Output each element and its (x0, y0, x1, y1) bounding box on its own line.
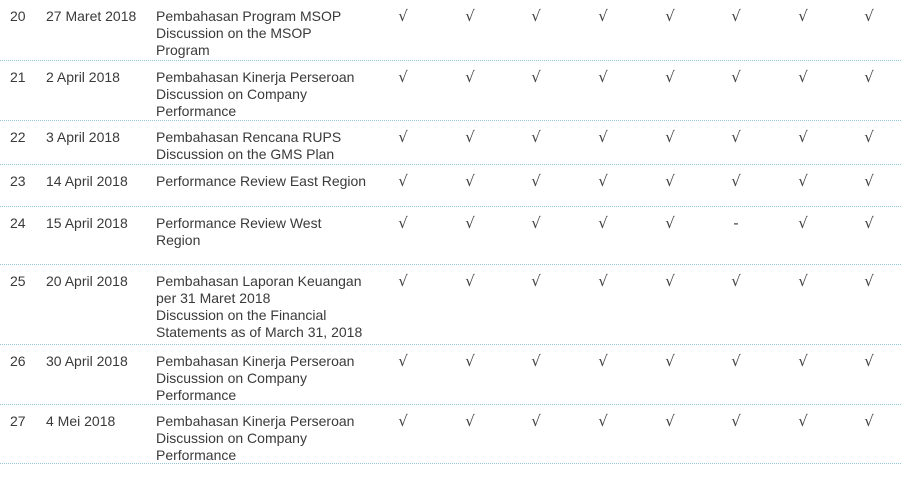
agenda-line: per 31 Maret 2018 (156, 290, 271, 306)
attendance-mark: √ (398, 272, 408, 290)
meeting-date: 2 April 2018 (46, 69, 120, 85)
meeting-agenda (156, 353, 386, 404)
attendance-mark: √ (465, 7, 475, 25)
agenda-line: Pembahasan Program MSOP (156, 8, 342, 24)
attendance-mark: √ (864, 272, 874, 290)
agenda-line: Pembahasan Laporan Keuangan (156, 273, 362, 289)
attendance-mark: √ (398, 68, 408, 86)
row-number: 22 (10, 129, 26, 145)
attendance-mark: √ (798, 352, 808, 370)
attendance-mark: √ (465, 128, 475, 146)
attendance-mark: √ (798, 128, 808, 146)
table-row (0, 265, 901, 345)
attendance-mark: √ (598, 272, 608, 290)
attendance-mark: √ (665, 68, 675, 86)
attendance-mark: √ (531, 7, 541, 25)
attendance-mark: √ (798, 7, 808, 25)
attendance-mark: √ (731, 68, 741, 86)
meeting-agenda (156, 8, 386, 59)
attendance-mark: √ (665, 172, 675, 190)
agenda-line: Pembahasan Kinerja Perseroan (156, 353, 355, 369)
meeting-date: 30 April 2018 (46, 353, 128, 369)
attendance-mark: √ (864, 214, 874, 232)
meeting-agenda (156, 413, 386, 464)
meeting-date: 14 April 2018 (46, 173, 128, 189)
attendance-mark: √ (665, 412, 675, 430)
row-number: 25 (10, 273, 26, 289)
agenda-line: Discussion on the MSOP (156, 25, 312, 41)
agenda-line: Pembahasan Rencana RUPS (156, 129, 342, 145)
attendance-mark: √ (864, 352, 874, 370)
agenda-line: Pembahasan Kinerja Perseroan (156, 413, 355, 429)
attendance-mark: √ (798, 214, 808, 232)
attendance-mark: √ (864, 128, 874, 146)
attendance-mark: √ (798, 272, 808, 290)
attendance-mark: √ (665, 352, 675, 370)
agenda-line: Program (156, 42, 210, 58)
attendance-mark: √ (864, 172, 874, 190)
row-number: 24 (10, 215, 26, 231)
table-row (0, 405, 901, 464)
attendance-mark: √ (731, 352, 741, 370)
attendance-mark: - (733, 214, 739, 232)
attendance-mark: √ (465, 352, 475, 370)
meeting-date: 27 Maret 2018 (46, 8, 137, 24)
attendance-mark: √ (398, 172, 408, 190)
row-number: 26 (10, 353, 26, 369)
attendance-mark: √ (531, 412, 541, 430)
attendance-mark: √ (531, 128, 541, 146)
attendance-mark: √ (398, 352, 408, 370)
agenda-line: Pembahasan Kinerja Perseroan (156, 69, 355, 85)
attendance-mark: √ (864, 68, 874, 86)
table-row (0, 61, 901, 121)
table-row (0, 0, 901, 61)
agenda-line: Performance Review East Region (156, 173, 367, 189)
attendance-mark: √ (465, 272, 475, 290)
agenda-line: Discussion on Company (156, 430, 307, 446)
attendance-mark: √ (598, 412, 608, 430)
agenda-line: Region (156, 232, 201, 248)
agenda-line: Statements as of March 31, 2018 (156, 324, 363, 340)
agenda-line: Discussion on the GMS Plan (156, 146, 335, 162)
meeting-date: 15 April 2018 (46, 215, 128, 231)
attendance-mark: √ (531, 172, 541, 190)
meeting-agenda (156, 273, 386, 341)
meeting-date: 4 Mei 2018 (46, 413, 116, 429)
attendance-mark: √ (531, 68, 541, 86)
agenda-line: Performance (156, 447, 237, 463)
attendance-mark: √ (598, 172, 608, 190)
attendance-mark: √ (598, 128, 608, 146)
attendance-mark: √ (398, 412, 408, 430)
attendance-mark: √ (731, 412, 741, 430)
attendance-mark: √ (731, 7, 741, 25)
row-number: 20 (10, 8, 26, 24)
attendance-mark: √ (465, 412, 475, 430)
attendance-mark: √ (465, 68, 475, 86)
agenda-line: Discussion on the Financial (156, 307, 327, 323)
attendance-mark: √ (531, 272, 541, 290)
meeting-date: 3 April 2018 (46, 129, 120, 145)
table-row (0, 165, 901, 207)
attendance-mark: √ (731, 272, 741, 290)
table-row (0, 121, 901, 165)
agenda-line: Discussion on Company (156, 86, 307, 102)
attendance-mark: √ (398, 7, 408, 25)
agenda-line: Performance (156, 103, 237, 119)
meeting-agenda (156, 129, 386, 163)
attendance-mark: √ (598, 352, 608, 370)
row-number: 27 (10, 413, 26, 429)
attendance-mark: √ (398, 128, 408, 146)
agenda-line: Discussion on Company (156, 370, 307, 386)
row-number: 21 (10, 69, 26, 85)
attendance-mark: √ (465, 172, 475, 190)
attendance-mark: √ (864, 7, 874, 25)
agenda-line: Performance (156, 387, 237, 403)
meeting-agenda (156, 69, 386, 120)
meeting-agenda (156, 173, 386, 190)
attendance-mark: √ (598, 214, 608, 232)
attendance-mark: √ (531, 214, 541, 232)
table-row (0, 207, 901, 265)
attendance-mark: √ (665, 7, 675, 25)
meeting-date: 20 April 2018 (46, 273, 128, 289)
attendance-mark: √ (798, 172, 808, 190)
attendance-mark: √ (465, 214, 475, 232)
attendance-mark: √ (531, 352, 541, 370)
meeting-agenda (156, 215, 386, 249)
attendance-mark: √ (798, 412, 808, 430)
attendance-mark: √ (665, 272, 675, 290)
attendance-mark: √ (731, 172, 741, 190)
row-number: 23 (10, 173, 26, 189)
agenda-line: Performance Review West (156, 215, 322, 231)
attendance-mark: √ (665, 128, 675, 146)
attendance-mark: √ (864, 412, 874, 430)
attendance-mark: √ (665, 214, 675, 232)
attendance-mark: √ (398, 214, 408, 232)
attendance-mark: √ (731, 128, 741, 146)
attendance-mark: √ (798, 68, 808, 86)
attendance-mark: √ (598, 68, 608, 86)
table-row (0, 345, 901, 405)
attendance-mark: √ (598, 7, 608, 25)
